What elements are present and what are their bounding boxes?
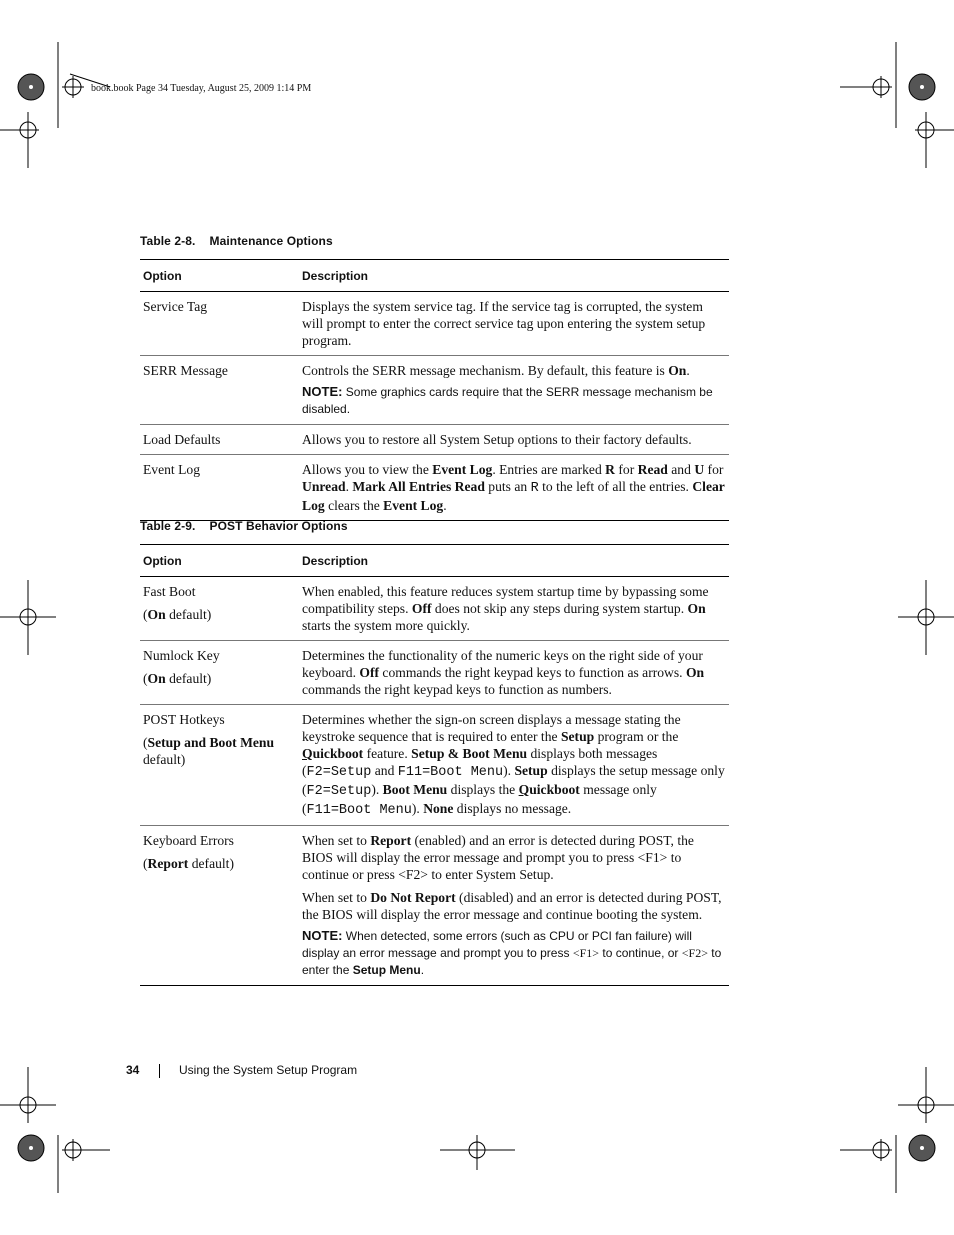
description-cell: Displays the system service tag. If the service tag is corrupted, the system will prompt to enter the correct service tag upon entering the system setup program. [299,292,729,356]
option-cell: Event Log [140,455,299,521]
table-title: POST Behavior Options [209,519,348,533]
print-header: book.book Page 34 Tuesday, August 25, 2009 1:14 PM [91,83,312,94]
column-header-option: Option [140,260,299,292]
description-cell: Determines the functionality of the numeric keys on the right side of your keyboard. Off commands the right keypad keys to function as arrows. On commands the right keypad keys to function as numbers. [299,641,729,705]
table-header-row [140,260,729,292]
footer-title: Using the System Setup Program [179,1063,358,1077]
post-behavior-options-table [140,544,729,986]
table-row [140,577,729,641]
option-cell: Numlock Key (On default) [140,641,299,705]
table-caption-maintenance [140,234,333,248]
table-row [140,356,729,425]
table-row [140,292,729,356]
table-label: Table 2-8. [140,234,196,248]
option-cell: POST Hotkeys (Setup and Boot Menu default) [140,705,299,826]
description-cell: Controls the SERR message mechanism. By default, this feature is On. NOTE: Some graphics cards require that the SERR message mechanism be disabled. [299,356,729,425]
table-row [140,455,729,521]
description-cell: Allows you to view the Event Log. Entries are marked R for Read and U for Unread. Mark All Entries Read puts an R to the left of all the entries. Clear Log clears the Event Log. [299,455,729,521]
description-cell: Allows you to restore all System Setup options to their factory defaults. [299,425,729,455]
table-row [140,425,729,455]
footer-divider [159,1064,160,1078]
option-cell: Keyboard Errors (Report default) [140,826,299,986]
table-caption-post-behavior [140,519,348,533]
note: NOTE: Some graphics cards require that the SERR message mechanism be disabled. [302,384,713,416]
option-cell: SERR Message [140,356,299,425]
table-label: Table 2-9. [140,519,196,533]
page-number: 34 [126,1063,140,1077]
column-header-description: Description [299,545,729,577]
table-row [140,641,729,705]
table-row [140,705,729,826]
page-footer [126,1063,358,1077]
column-header-option: Option [140,545,299,577]
column-header-description: Description [299,260,729,292]
option-cell: Service Tag [140,292,299,356]
table-title: Maintenance Options [209,234,333,248]
description-cell: When set to Report (enabled) and an error is detected during POST, the BIOS will display the error message and prompt you to press <F1> to continue or press <F2> to enter System Setup. When set to Do Not Report (disabled) and an error is detected during POST, the BIOS will display the error message and continue booting the system. NOTE: When detected, some errors (such as CPU or PCI fan failure) will display an error message and prompt you to press <F1> to continue, or <F2> to enter the Setup Menu. [299,826,729,986]
table-header-row [140,545,729,577]
option-cell: Fast Boot (On default) [140,577,299,641]
description-cell: Determines whether the sign-on screen displays a message stating the keystroke sequence that is required to enter the Setup program or the Quickboot feature. Setup & Boot Menu displays both messages (F2=Setup and F11=Boot Menu). Setup displays the setup message only (F2=Setup). Boot Menu displays the Quickboot message only (F11=Boot Menu). None displays no message. [299,705,729,826]
table-row [140,826,729,986]
option-cell: Load Defaults [140,425,299,455]
maintenance-options-table [140,259,729,521]
note: NOTE: When detected, some errors (such as CPU or PCI fan failure) will display an error message and prompt you to press <F1> to continue, or <F2> to enter the Setup Menu. [302,928,722,977]
description-cell: When enabled, this feature reduces system startup time by bypassing some compatibility steps. Off does not skip any steps during system startup. On starts the system more quickly. [299,577,729,641]
